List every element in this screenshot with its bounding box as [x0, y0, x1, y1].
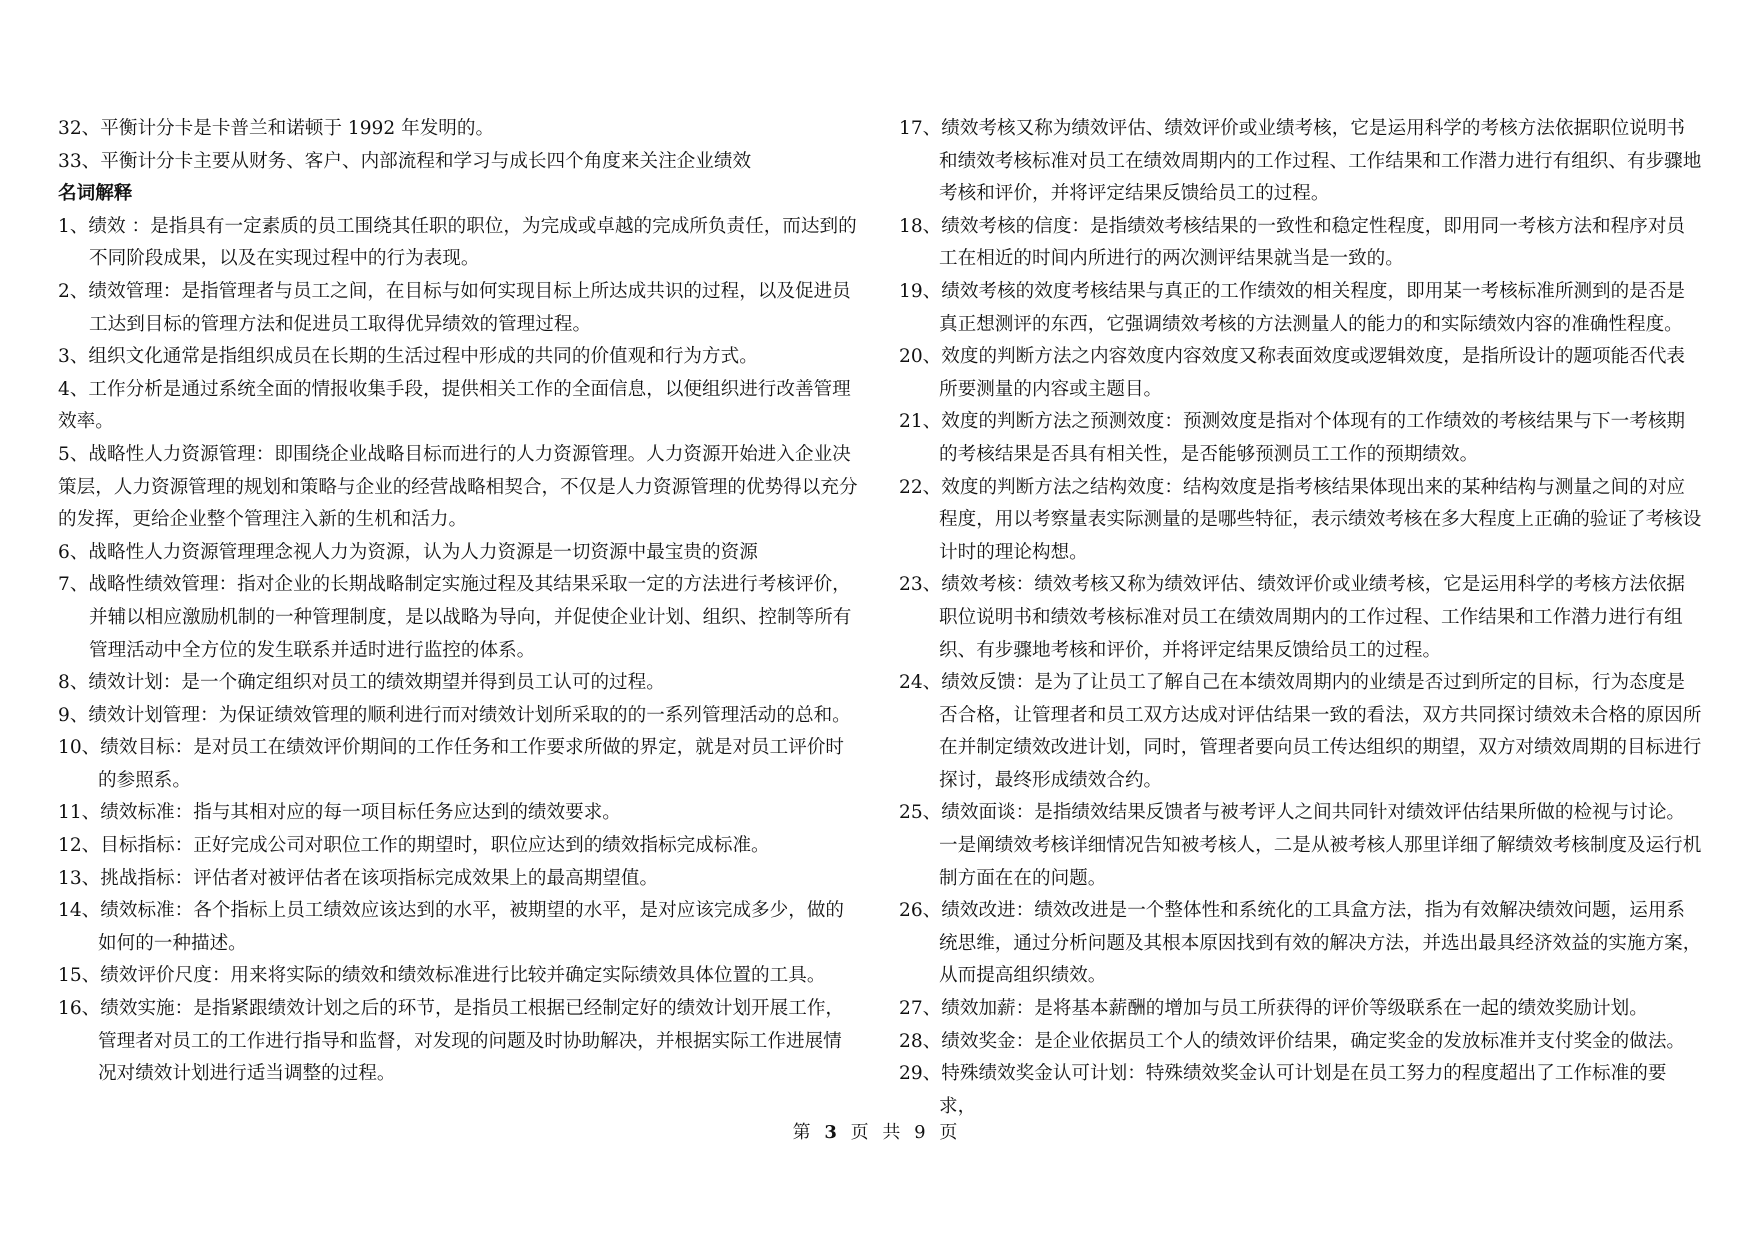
entry-12: 12、目标指标：正好完成公司对职位工作的期望时，职位应达到的绩效指标完成标准。	[58, 835, 770, 857]
entry-24: 24、绩效反馈：是为了让员工了解自己在本绩效周期内的业绩是否过到所定的目标，行为态度是否合格，让管理者和员工双方达成对评估结果一致的看法，双方共同探讨绩效未合格的原因所在并制定绩效改进计划，同时，管理者要向员工传达组织的期望，双方对绩效周期的目标进行探讨，最终形成绩效合约。	[899, 672, 1702, 791]
entry-29: 29、特殊绩效奖金认可计划：特殊绩效奖金认可计划是在员工努力的程度超出了工作标准的要求，	[899, 1063, 1667, 1117]
right-column	[899, 113, 1703, 1123]
entry-16: 16、绩效实施：是指紧跟绩效计划之后的环节，是指员工根据已经制定好的绩效计划开展工作，管理者对员工的工作进行指导和监督，对发现的问题及时协助解决，并根据实际工作进展情况对绩效计划进行适当调整的过程。	[58, 998, 845, 1085]
entry-13: 13、挑战指标：评估者对被评估者在该项指标完成效果上的最高期望值。	[58, 867, 659, 889]
entry-33: 33、平衡计分卡主要从财务、客户、内部流程和学习与成长四个角度来关注企业绩效	[58, 150, 752, 172]
entry-19: 19、绩效考核的效度考核结果与真正的工作绩效的相关程度，即用某一考核标准所测到的是否是真正想测评的东西，它强调绩效考核的方法测量人的能力的和实际绩效内容的准确性程度。	[899, 280, 1686, 335]
entry-7: 7、战略性绩效管理：指对企业的长期战略制定实施过程及其结果采取一定的方法进行考核评价，并辅以相应激励机制的一种管理制度，是以战略为导向，并促使企业计划、组织、控制等所有管理活动中全方位的发生联系并适时进行监控的体系。	[58, 574, 852, 661]
footer-suffix: 页	[939, 1122, 962, 1143]
entry-4: 4、工作分析是通过系统全面的情报收集手段，提供相关工作的全面信息，以便组织进行改善管理效率。	[58, 378, 851, 433]
entry-1: 1、绩效 ：是指具有一定素质的员工围绕其任职的职位，为完成或卓越的完成所负责任，而达到的不同阶段成果，以及在实现过程中的行为表现。	[58, 215, 857, 270]
section-heading: 名词解释	[58, 183, 133, 205]
footer-page-number: 3	[824, 1122, 841, 1143]
footer-prefix: 第	[792, 1122, 815, 1143]
entry-11: 11、绩效标准：指与其相对应的每一项目标任务应达到的绩效要求。	[58, 802, 621, 824]
entry-25: 25、绩效面谈：是指绩效结果反馈者与被考评人之间共同针对绩效评估结果所做的检视与讨论。一是阐绩效考核详细情况告知被考核人，二是从被考核人那里详细了解绩效考核制度及运行机制方面在在的问题。	[899, 802, 1702, 889]
entry-18: 18、绩效考核的信度：是指绩效考核结果的一致性和稳定性程度，即用同一考核方法和程序对员工在相近的时间内所进行的两次测评结果就当是一致的。	[899, 215, 1686, 270]
entry-22: 22、效度的判断方法之结构效度：结构效度是指考核结果体现出来的某种结构与测量之间的对应程度，用以考察量表实际测量的是哪些特征，表示绩效考核在多大程度上正确的验证了考核设计时的理论构想。	[899, 476, 1702, 563]
entry-15: 15、绩效评价尺度：用来将实际的绩效和绩效标准进行比较并确定实际绩效具体位置的工具。	[58, 965, 826, 987]
entry-8: 8、绩效计划：是一个确定组织对员工的绩效期望并得到员工认可的过程。	[58, 672, 665, 694]
entry-17: 17、绩效考核又称为绩效评估、绩效评价或业绩考核，它是运用科学的考核方法依据职位说明书和绩效考核标准对员工在绩效周期内的工作过程、工作结果和工作潜力进行有组织、有步骤地考核和评价，并将评定结果反馈给员工的过程。	[899, 118, 1702, 205]
footer-total-pages: 9	[914, 1122, 930, 1143]
entry-27: 27、绩效加薪：是将基本薪酬的增加与员工所获得的评价等级联系在一起的绩效奖励计划。	[899, 998, 1648, 1020]
entry-6: 6、战略性人力资源管理理念视人力为资源，认为人力资源是一切资源中最宝贵的资源	[58, 541, 758, 563]
left-column	[58, 113, 858, 1091]
entry-32: 32、平衡计分卡是卡普兰和诺顿于 1992 年发明的。	[58, 118, 495, 139]
entry-26: 26、绩效改进：绩效改进是一个整体性和系统化的工具盒方法，指为有效解决绩效问题，运用系统思维，通过分析问题及其根本原因找到有效的解决方法，并选出最具经济效益的实施方案，从而提高组织绩效。	[899, 900, 1702, 987]
footer-middle: 页 共	[850, 1122, 905, 1143]
entry-9: 9、绩效计划管理：为保证绩效管理的顺利进行而对绩效计划所采取的的一系列管理活动的总和。	[58, 704, 851, 726]
entry-2: 2、绩效管理：是指管理者与员工之间，在目标与如何实现目标上所达成共识的过程，以及促进员工达到目标的管理方法和促进员工取得优异绩效的管理过程。	[58, 280, 851, 335]
entry-23: 23、绩效考核：绩效考核又称为绩效评估、绩效评价或业绩考核，它是运用科学的考核方法依据职位说明书和绩效考核标准对员工在绩效周期内的工作过程、工作结果和工作潜力进行有组织、有步骤地考核和评价，并将评定结果反馈给员工的过程。	[899, 574, 1686, 661]
entry-3: 3、组织文化通常是指组织成员在长期的生活过程中形成的共同的价值观和行为方式。	[58, 346, 758, 368]
entry-10: 10、绩效目标：是对员工在绩效评价期间的工作任务和工作要求所做的界定，就是对员工评价时的参照系。	[58, 737, 845, 791]
entry-20: 20、效度的判断方法之内容效度内容效度又称表面效度或逻辑效度，是指所设计的题项能否代表所要测量的内容或主题目。	[899, 346, 1686, 400]
entry-21: 21、效度的判断方法之预测效度：预测效度是指对个体现有的工作绩效的考核结果与下一考核期的考核结果是否具有相关性，是否能够预测员工工作的预期绩效。	[899, 411, 1686, 465]
entry-28: 28、绩效奖金：是企业依据员工个人的绩效评价结果，确定奖金的发放标准并支付奖金的做法。	[899, 1030, 1686, 1052]
page-footer	[0, 1118, 1754, 1144]
entry-5: 5、战略性人力资源管理：即围绕企业战略目标而进行的人力资源管理。人力资源开始进入企业决策层，人力资源管理的规划和策略与企业的经营战略相契合，不仅是人力资源管理的优势得以充分的发挥，更给企业整个管理注入新的生机和活力。	[58, 443, 858, 531]
entry-14: 14、绩效标准：各个指标上员工绩效应该达到的水平，被期望的水平，是对应该完成多少，做的如何的一种描述。	[58, 900, 845, 954]
